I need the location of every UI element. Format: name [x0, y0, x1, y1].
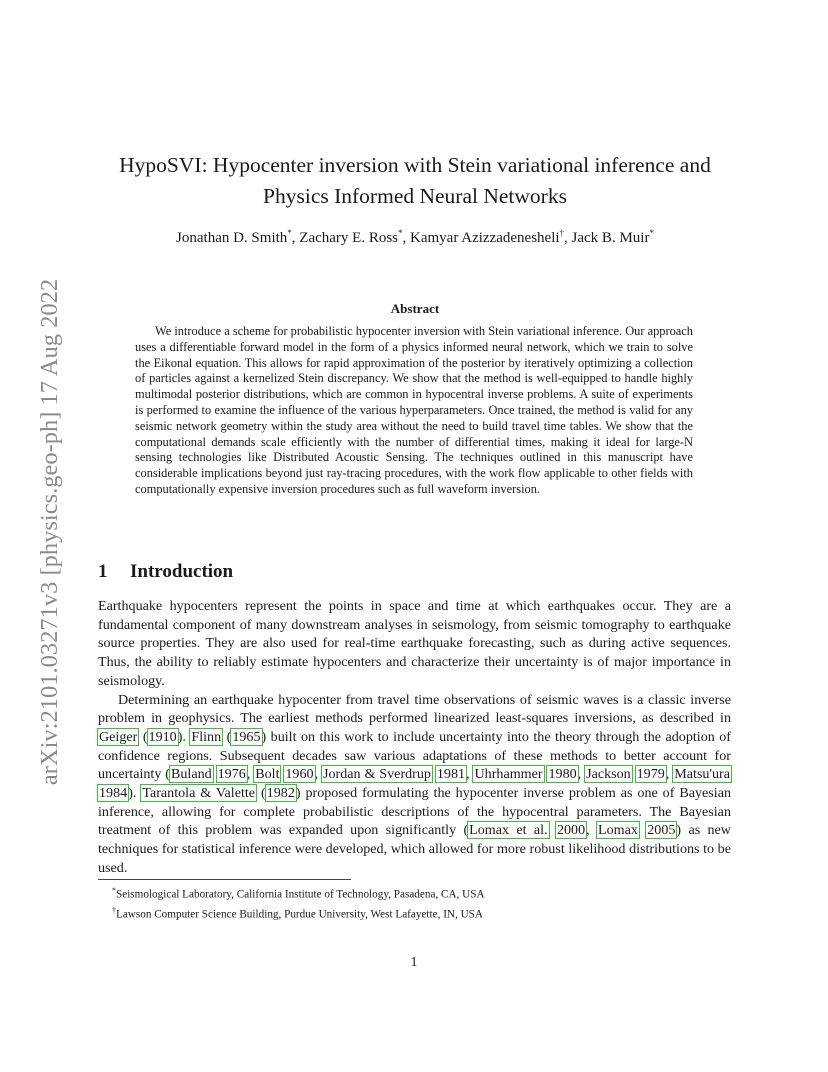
footnote-text: Seismological Laboratory, California Institute of Technology, Pasadena, CA, USA	[116, 888, 485, 901]
citation-link[interactable]: 1960	[285, 766, 314, 783]
affiliation-mark: †	[559, 228, 565, 238]
paragraph-1: Earthquake hypocenters represent the points in space and time at which earthquakes occur. They are a fundamental component of many downstream analyses in seismology, from seismic tomography to earthquake source properties. They are also used for real-time earthquake forecasting, such as during active sequences. Thus, the ability to reliably estimate hypocenters and characterize their uncertainty is of major importance in seismology.	[98, 598, 731, 689]
citation-link[interactable]: Buland	[170, 766, 212, 783]
citation-link[interactable]: 1984	[99, 785, 128, 802]
arxiv-identifier-stamp: arXiv:2101.03271v3 [physics.geo-ph] 17 Aug 2022	[36, 278, 63, 786]
abstract-heading: Abstract	[390, 301, 440, 316]
author-name: Kamyar Azizzadenesheli	[410, 230, 560, 246]
citation-link[interactable]: Lomax et al.	[469, 822, 548, 839]
citation-link[interactable]: Matsu'ura	[674, 766, 730, 783]
affiliation-mark: *	[398, 228, 403, 238]
section-heading	[98, 561, 233, 583]
citation-link[interactable]: Uhrhammer	[474, 766, 543, 783]
introduction-text	[98, 597, 731, 878]
citation-link[interactable]: Geiger	[99, 728, 138, 745]
citation-link[interactable]: Tarantola & Valette	[142, 785, 256, 802]
citation-link[interactable]: 1976	[217, 766, 246, 783]
citation-link[interactable]: 1981	[436, 766, 466, 783]
author-name: Zachary E. Ross	[299, 230, 399, 246]
citation-link[interactable]: 1982	[266, 785, 295, 802]
footnotes	[112, 883, 712, 923]
citation-link[interactable]: 2005	[647, 822, 676, 839]
section-title: Introduction	[130, 561, 234, 582]
citation-link[interactable]: Bolt	[255, 766, 280, 783]
citation-link[interactable]: 2000	[556, 822, 586, 839]
citation-link[interactable]: Flinn	[191, 728, 222, 745]
footnote-mark: †	[112, 906, 116, 916]
citation-link[interactable]: 1965	[232, 728, 261, 745]
page-number: 1	[410, 955, 418, 970]
author-name: Jack B. Muir	[571, 230, 650, 246]
citation-link[interactable]: Jackson	[586, 766, 631, 783]
abstract-body: We introduce a scheme for probabilistic hypocenter inversion with Stein variational inference. Our approach uses a differentiable forward model in the form of a physics informed neural network, which we train to solve the Eikonal equation. This allows for rapid approximation of the posterior by iteratively optimizing a collection of particles against a kernelized Stein discrepancy. We show that the method is well-equipped to handle highly multimodal posterior distributions, which are common in hypocentral inverse problems. A suite of experiments is performed to examine the influence of the various hyperparameters. Once trained, the method is valid for any seismic network geometry within the study area without the need to build travel time tables. We show that the computational demands scale efficiently with the number of differential times, making it ideal for large-N sensing technologies like Distributed Acoustic Sensing. The techniques outlined in this manuscript have considerable implications beyond just ray-tracing procedures, with the work flow applicable to other fields with computationally expensive inversion procedures such as full waveform inversion.	[135, 324, 693, 496]
paragraph-2: Determining an earthquake hypocenter from travel time observations of seismic waves is a classic inverse problem in geophysics. The earliest methods performed linearized least-squares inversions, as described in Geiger (1910). Flinn (1965) built on this work to include uncertainty into the theory through the adoption of confidence regions. Subsequent decades saw various adaptations of these methods to better account for uncertainty (Buland 1976, Bolt 1960, Jordan & Sverdrup 1981, Uhrhammer 1980, Jackson 1979, Matsu'ura 1984). Tarantola & Valette (1982) proposed formulating the hypocenter inverse problem as one of Bayesian inference, allowing for complete probabilistic descriptions of the hypocentral parameters. The Bayesian treatment of this problem was expanded upon significantly (Lomax et al. 2000, Lomax 2005) as new techniques for statistical inference were developed, which allowed for more robust likelihood distributions to be used.	[98, 691, 731, 876]
footnote-text: Lawson Computer Science Building, Purdue University, West Lafayette, IN, USA	[116, 908, 483, 921]
citation-link[interactable]: 1980	[548, 766, 577, 783]
author-list: Jonathan D. Smith*, Zachary E. Ross*, Kamyar Azizzadenesheli†, Jack B. Muir*	[176, 228, 654, 246]
citation-link[interactable]: Jordan & Sverdrup	[322, 766, 431, 783]
affiliation-mark: *	[287, 228, 292, 238]
citation-link[interactable]: 1979	[636, 766, 665, 783]
section-number: 1	[98, 561, 108, 582]
citation-link[interactable]: Lomax	[597, 822, 638, 839]
paper-title: HypoSVI: Hypocenter inversion with Stein variational inference and Physics Informed Neural Networks	[119, 153, 711, 208]
footnote-mark: *	[112, 886, 116, 895]
footnote-divider	[98, 879, 351, 880]
affiliation-mark: *	[649, 228, 654, 238]
footnote	[112, 883, 712, 903]
author-name: Jonathan D. Smith	[176, 230, 288, 246]
footnote	[112, 903, 712, 923]
citation-link[interactable]: 1910	[148, 728, 177, 745]
